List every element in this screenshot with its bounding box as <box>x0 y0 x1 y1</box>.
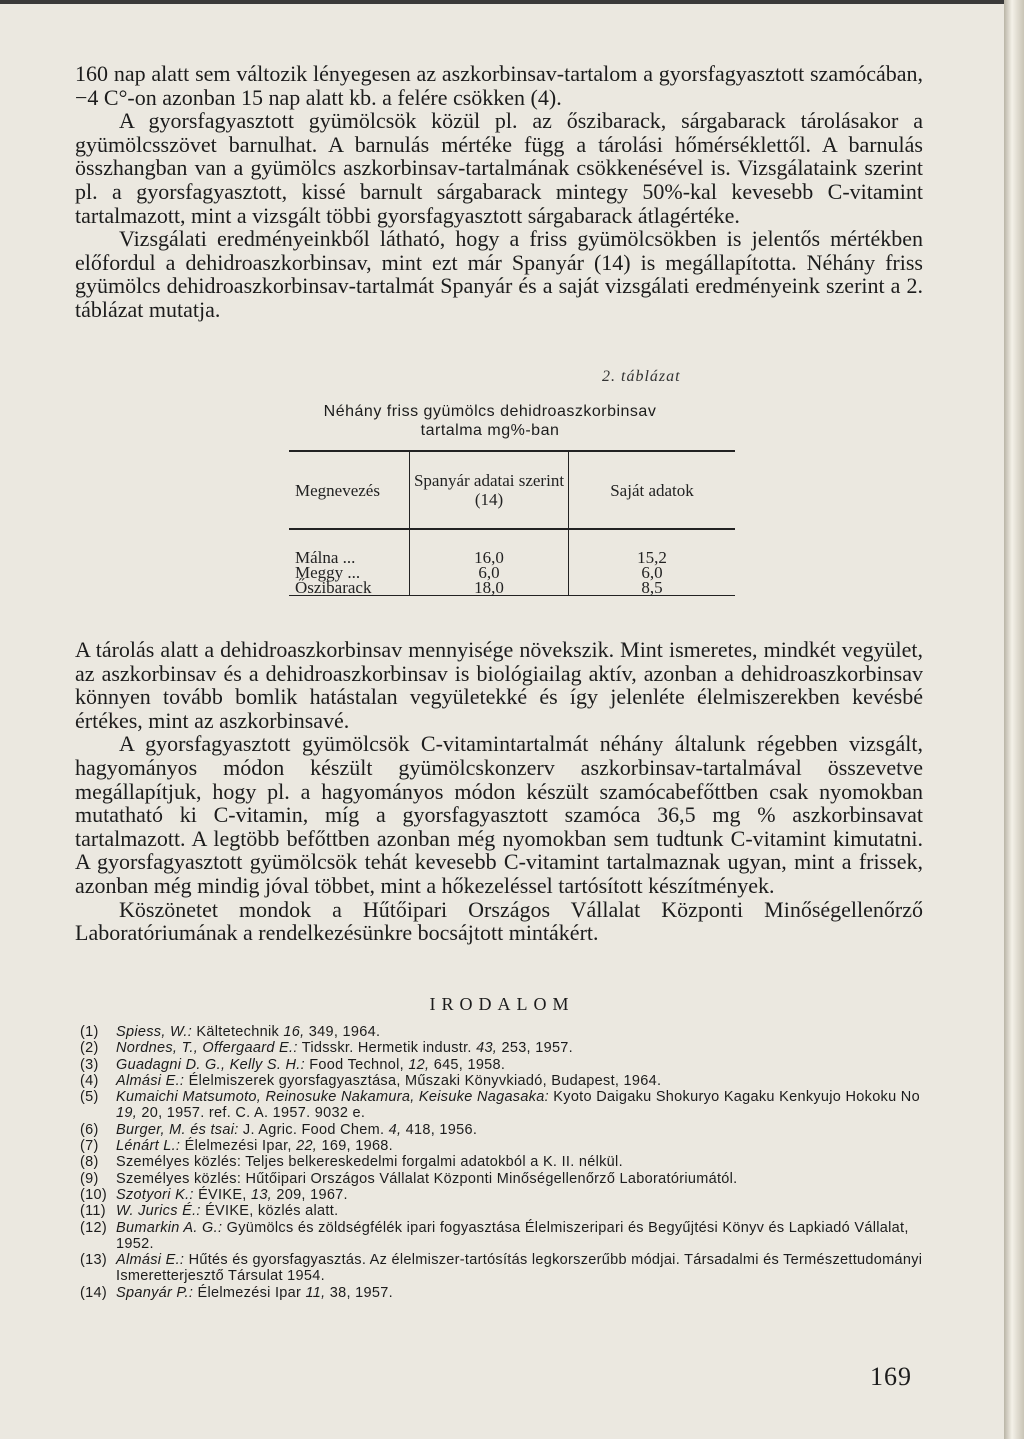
body-text-top <box>75 62 923 322</box>
table-cell: 6,0 <box>569 565 736 580</box>
reference-item <box>80 1024 925 1040</box>
reference-item <box>80 1073 925 1089</box>
reference-text: Személyes közlés: Hűtőipari Országos Vállalat Központi Minőségellenőrző Laboratóriumától. <box>116 1170 738 1187</box>
reference-number: (7) <box>80 1138 99 1155</box>
reference-text: Hűtés és gyorsfagyasztás. Az élelmiszer-tartósítás legkorszerűbb módjai. Társadalmi és Természettudományi Ismeretterjesztő Társulat 1954. <box>116 1252 923 1285</box>
reference-rest: 645, 1958. <box>429 1056 506 1073</box>
reference-number: (6) <box>80 1121 99 1138</box>
reference-number: (2) <box>80 1040 99 1057</box>
reference-author: Lénárt L.: <box>116 1138 181 1155</box>
table-cell: Meggy ... <box>295 563 361 582</box>
reference-number: (3) <box>80 1056 99 1073</box>
reference-rest: 20, 1957. ref. C. A. 1957. 9032 e. <box>137 1105 366 1122</box>
reference-vol: 16, <box>283 1024 305 1040</box>
reference-text <box>116 1154 925 1170</box>
reference-item <box>80 1040 925 1056</box>
reference-text: Kyoto Daigaku Shokuryo Kagaku Kenkyujo Hokoku No <box>548 1089 920 1106</box>
reference-item <box>80 1154 925 1170</box>
reference-author: Spanyár P.: <box>116 1284 194 1301</box>
reference-text <box>116 1122 925 1138</box>
reference-text: J. Agric. Food Chem. <box>238 1121 389 1138</box>
table-row <box>289 529 735 565</box>
data-table <box>289 450 735 596</box>
reference-rest: 38, 1957. <box>325 1284 393 1301</box>
reference-text: Tidsskr. Hermetik industr. <box>297 1040 477 1057</box>
reference-text: Élelmezési Ipar <box>193 1284 306 1301</box>
reference-text <box>116 1089 925 1122</box>
reference-item <box>80 1252 925 1285</box>
body-text-bottom <box>75 638 923 945</box>
paragraph: A gyorsfagyasztott gyümölcsök C-vitamintartalmát néhány általunk régebben vizsgált, hagyományos módon készült gyümölcskonzerv aszkorbinsav-tartalmával összevetve megállapítjuk, hogy pl. a hagyományos módon készült szamócabefőttben csak nyomokban mutatható ki C-vitamin, míg a gyorsfagyasztott szamóca 36,5 mg % aszkorbinsavat tartalmazott. A legtöbb befőttben azonban még nyomokban sem tudtunk C-vitamint kimutatni. A gyorsfagyasztott gyümölcsök tehát kevesebb C-vitamint tartalmaznak ugyan, mint a frissek, azonban még mindig jóval többet, mint a hőkezeléssel tartósított készítmények. <box>75 731 923 898</box>
reference-item <box>80 1285 925 1301</box>
paragraph: 160 nap alatt sem változik lényegesen az aszkorbinsav-tartalom a gyorsfagyasztott szamócában, −4 C°-on azonban 15 nap alatt kb. a felére csökken (4). <box>75 61 923 110</box>
reference-text <box>116 1285 925 1301</box>
table-title <box>260 402 720 440</box>
reference-item <box>80 1187 925 1203</box>
reference-text: Élelmezési Ipar, <box>180 1138 297 1155</box>
reference-author: Kumaichi Matsumoto, Reinosuke Nakamura, Keisuke Nagasaka: <box>116 1089 549 1106</box>
reference-number: (12) <box>80 1219 107 1236</box>
paragraph: A tárolás alatt a dehidroaszkorbinsav mennyisége növekszik. Mint ismeretes, mindkét vegyület, az aszkorbinsav és a dehidroaszkorbinsav is biológiailag aktív, azonban a dehidroaszkorbinsav könnyen tovább bomlik hatástalan vegyületekké és így jelenléte élelmiszerekben kevésbé értékes, mint az aszkorbinsavé. <box>75 637 923 733</box>
reference-vol: 12, <box>408 1056 430 1073</box>
paragraph: A gyorsfagyasztott gyümölcsök közül pl. az őszibarack, sárgabarack tárolásakor a gyümölcsszövet barnulhat. A barnulás mértéke függ a tárolási hőmérséklettől. A barnulás összhangban van a gyümölcs aszkorbinsav-tartalmának csökkenésével is. Vizsgálataink szerint pl. a gyorsfagyasztott, kissé barnult sárgabarack mintegy 50%-kal kevesebb C-vitamint tartalmazott, mint a vizsgált többi gyorsfagyasztott sárgabarack átlagértéke. <box>75 108 923 228</box>
reference-vol: 4, <box>388 1121 402 1138</box>
reference-text <box>116 1220 925 1253</box>
reference-number: (4) <box>80 1072 99 1089</box>
page-number: 169 <box>870 1362 912 1391</box>
reference-number: (1) <box>80 1024 99 1040</box>
table-title-line: tartalma mg%-ban <box>420 422 560 439</box>
reference-text <box>116 1073 925 1089</box>
reference-number: (14) <box>80 1284 107 1301</box>
page-edge <box>1004 0 1024 1439</box>
reference-item <box>80 1138 925 1154</box>
reference-author: W. Jurics É.: <box>116 1203 201 1220</box>
reference-vol: 19, <box>116 1105 138 1122</box>
reference-text <box>116 1040 925 1056</box>
reference-text: Kältetechnik <box>192 1024 284 1040</box>
reference-text <box>116 1138 925 1154</box>
reference-rest: 349, 1964. <box>304 1024 381 1040</box>
reference-vol: 13, <box>250 1186 273 1203</box>
reference-rest: 418, 1956. <box>401 1121 478 1138</box>
reference-text <box>116 1203 925 1219</box>
column-header: Saját adatok <box>569 451 736 529</box>
reference-author: Guadagni D. G., Kelly S. H.: <box>116 1056 305 1073</box>
reference-author: Nordnes, T., Offergaard E.: <box>116 1040 298 1057</box>
reference-text: Személyes közlés: Teljes belkereskedelmi forgalmi adatokból a K. II. nélkül. <box>116 1154 623 1171</box>
references-heading: IRODALOM <box>429 994 575 1014</box>
reference-number: (11) <box>80 1203 106 1220</box>
reference-text: ÉVIKE, <box>193 1186 251 1203</box>
table-title-line: Néhány friss gyümölcs dehidroaszkorbinsav <box>323 403 657 420</box>
reference-author: Almási E.: <box>116 1252 185 1269</box>
reference-text <box>116 1024 925 1040</box>
reference-author: Spiess, W.: <box>116 1024 193 1040</box>
reference-text: Food Technol, <box>304 1056 409 1073</box>
table-cell: Málna ... <box>295 548 356 567</box>
reference-author: Szotyori K.: <box>116 1186 194 1203</box>
table-cell: 6,0 <box>410 565 569 580</box>
table-cell: 18,0 <box>410 580 569 596</box>
paragraph: Vizsgálati eredményeinkből látható, hogy a friss gyümölcsökben is jelentős mértékben előfordul a dehidroaszkorbinsav, mint ezt már Spanyár (14) is megállapította. Néhány friss gyümölcs dehidroaszkorbinsav-tartalmát Spanyár és a saját vizsgálati eredményeink szerint a 2. táblázat mutatja. <box>75 226 923 322</box>
reference-number: (10) <box>80 1186 107 1203</box>
reference-text: ÉVIKE, közlés alatt. <box>200 1203 339 1220</box>
paragraph: Köszönetet mondok a Hűtőipari Országos Vállalat Központi Minőségellenőrző Laboratóriumának a rendelkezésünkre bocsájtott mintákért. <box>75 896 923 946</box>
reference-number: (9) <box>80 1170 99 1187</box>
reference-text: Élelmiszerek gyorsfagyasztása, Műszaki Könyvkiadó, Budapest, 1964. <box>184 1072 662 1089</box>
reference-author: Bumarkin A. G.: <box>116 1219 223 1236</box>
table-cell: 8,5 <box>569 580 736 596</box>
reference-rest: 209, 1967. <box>272 1186 348 1203</box>
table-cell: Őszibarack <box>289 580 410 596</box>
table-cell: 15,2 <box>569 529 736 565</box>
reference-item <box>80 1171 925 1187</box>
reference-rest: 253, 1957. <box>497 1040 574 1057</box>
reference-item <box>80 1089 925 1122</box>
reference-list <box>80 1024 925 1301</box>
reference-text <box>116 1187 925 1203</box>
reference-number: (8) <box>80 1154 99 1171</box>
column-header: Spanyár adatai szerint (14) <box>410 451 569 529</box>
reference-vol: 11, <box>305 1284 326 1301</box>
reference-text <box>116 1252 925 1285</box>
table-row <box>289 580 735 596</box>
reference-author: Burger, M. és tsai: <box>116 1121 239 1138</box>
reference-vol: 22, <box>296 1138 318 1155</box>
reference-item <box>80 1203 925 1219</box>
reference-text <box>116 1171 925 1187</box>
reference-rest: 169, 1968. <box>317 1138 394 1155</box>
reference-item <box>80 1220 925 1253</box>
reference-number: (13) <box>80 1252 107 1269</box>
table-caption: 2. táblázat <box>602 368 681 385</box>
column-header: Megnevezés <box>289 451 410 529</box>
reference-author: Almási E.: <box>116 1072 185 1089</box>
table-header-row <box>289 451 735 529</box>
reference-item <box>80 1122 925 1138</box>
reference-number: (5) <box>80 1089 99 1106</box>
reference-text: Gyümölcs és zöldségfélék ipari fogyasztása Élelmiszeripari és Begyűjtési Könyv és Lapkiadó Vállalat, 1952. <box>116 1219 909 1252</box>
table-cell: 16,0 <box>410 529 569 565</box>
reference-vol: 43, <box>476 1040 498 1057</box>
reference-item <box>80 1057 925 1073</box>
reference-text <box>116 1057 925 1073</box>
